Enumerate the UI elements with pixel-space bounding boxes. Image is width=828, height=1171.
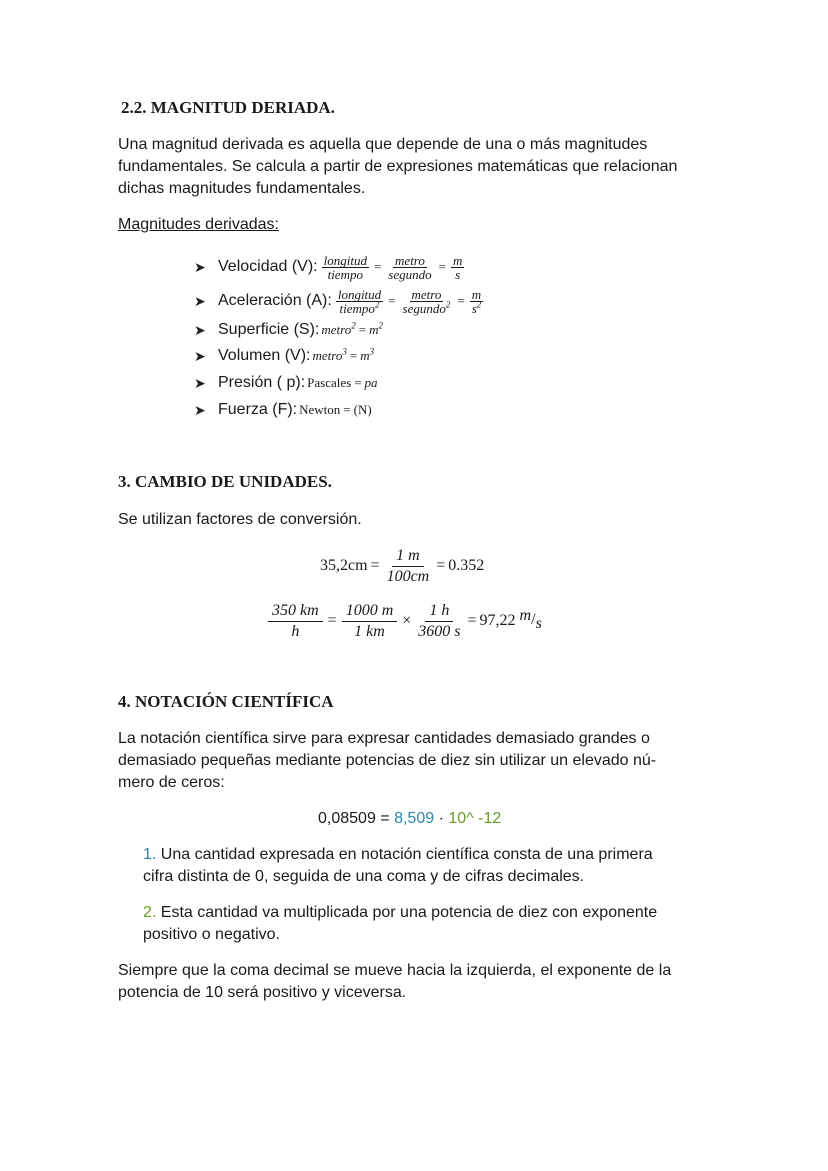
fraction: $\frac{m}{s^2}$ [471, 286, 482, 316]
fraction: $\frac{350 km}{h}$ [268, 601, 323, 642]
list-item-2: 2. Esta cantidad va multiplicada por una potencia de diez con exponente positivo o negativo. [143, 904, 658, 943]
list-item-volumen: ➤ Volumen (V): metro$^3$ = $m^3$ [194, 346, 375, 364]
paragraph-line: Una magnitud derivada es aquella que depende de una o más magnitudes [118, 136, 648, 153]
list-item-1: 1. Una cantidad expresada en notación científica consta de una primera cifra distinta de 0, seguida de una coma y de cifras decimales. [143, 846, 653, 885]
fraction: $\frac{m}{s}$ [452, 252, 463, 282]
paragraph-line: demasiado pequeñas mediante potencias de diez sin utilizar un elevado nú- [118, 752, 657, 769]
scientific-notation-example: 0,08509 = 8,509 · 10^ -12 [318, 810, 502, 827]
list-item-superficie: ➤ Superficie (S): metro$^2$ = $m^2$ [194, 320, 383, 338]
fraction: $\frac{\text{metro}}{segundo^2}$ [402, 286, 451, 316]
paragraph-line: La notación científica sirve para expresar cantidades demasiado grandes o [118, 730, 650, 747]
fraction: $\frac{\text{longitud}}{\text{tiempo}}$ [323, 252, 367, 282]
paragraph-closing [118, 960, 758, 1004]
paragraph-line: Siempre que la coma decimal se mueve hacia la izquierda, el exponente de la [118, 962, 672, 979]
presion-label: Presión ( p): [218, 374, 306, 391]
paragraph-line: potencia de 10 será positivo y viceversa. [118, 984, 407, 1001]
section-heading-4: 4. NOTACIÓN CIENTÍFICA [118, 692, 334, 711]
fraction: $\frac{\text{metro}}{\text{segundo}}$ [388, 252, 432, 282]
list-item-fuerza: ➤ Fuerza (F): Newton = (N) [194, 401, 372, 418]
paragraph-factores: Se utilizan factores de conversión. [118, 511, 362, 528]
superficie-label: Superficie (S): [218, 321, 320, 338]
paragraph-notacion [118, 728, 758, 794]
list-item-velocidad: ➤ Velocidad (V): $\frac{\text{longitud}}{\text{tiempo}}$ = $\frac{\text{metro}}{\text{segundo}}$ = $\frac{m}{s}$ [194, 252, 463, 282]
subheading-magnitudes-derivadas: Magnitudes derivadas: [118, 216, 279, 233]
arrowhead-icon: ➤ [194, 374, 206, 391]
arrowhead-icon: ➤ [194, 401, 206, 418]
aceleracion-label: Aceleración (A): [218, 292, 332, 309]
section-heading-3: 3. CAMBIO DE UNIDADES. [118, 472, 332, 491]
equation-conversion-km-h: $\frac{350 km}{h}$ = $\frac{1000 m}{1 km}$ × $\frac{1 h}{3600 s}$ = 97,22 m / s [266, 597, 542, 645]
fraction: $\frac{1 h}{3600 s}$ [418, 601, 461, 640]
paragraph-line: mero de ceros: [118, 774, 225, 791]
equation-conversion-cm: 35,2cm = $\frac{1 m}{100cm}$ = 0.352 [320, 546, 485, 585]
arrowhead-icon: ➤ [194, 347, 206, 364]
fraction: $\frac{1000 m}{1 km}$ [342, 601, 398, 642]
arrowhead-icon: ➤ [194, 321, 206, 338]
paragraph-line: fundamentales. Se calcula a partir de expresiones matemáticas que relacionan [118, 158, 678, 175]
velocidad-label: Velocidad (V): [218, 258, 318, 275]
fuerza-label: Fuerza (F): [218, 401, 298, 418]
fraction: $\frac{1 m}{100cm}$ [386, 546, 430, 585]
paragraph-magnitud-derivada [118, 134, 758, 200]
section-heading-2-2: 2.2. MAGNITUD DERIADA. [121, 98, 335, 117]
paragraph-line: dichas magnitudes fundamentales. [118, 180, 366, 197]
list-item-presion: ➤ Presión ( p): Pascales = pa [194, 374, 378, 391]
arrowhead-icon: ➤ [194, 292, 206, 309]
volumen-label: Volumen (V): [218, 347, 311, 364]
list-item-aceleracion: ➤ Aceleración (A): $\frac{\text{longitud}}{tiempo^2}$ = $\frac{\text{metro}}{segundo^2}$ = $\frac{m}{s^2}$ [194, 286, 482, 316]
arrowhead-icon: ➤ [194, 258, 206, 275]
fraction: $\frac{\text{longitud}}{tiempo^2}$ [337, 286, 382, 316]
